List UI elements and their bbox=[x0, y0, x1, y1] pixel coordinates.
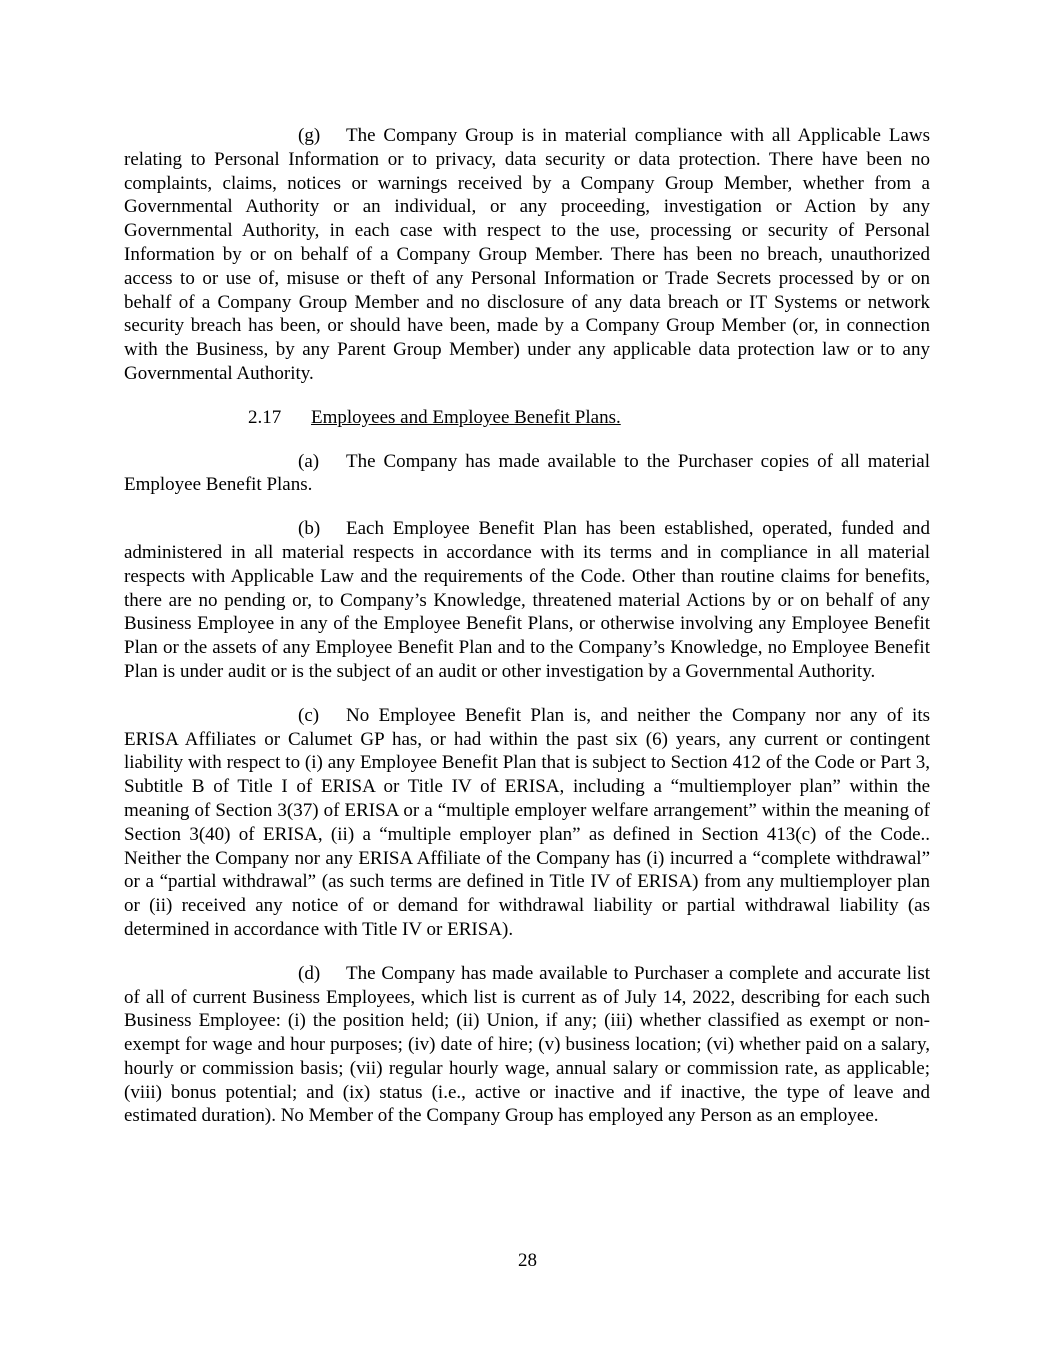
paragraph-d-label: (d) bbox=[298, 962, 321, 984]
paragraph-a bbox=[124, 450, 930, 498]
paragraph-a-label: (a) bbox=[298, 450, 320, 472]
paragraph-b-text: Each Employee Benefit Plan has been established, operated, funded and administered in all material respects in accordance with its terms and in compliance in all material respects with Applicable Law and the requirements of the Code. Other than routine claims for benefits, there are no pending or, to Company’s Knowledge, threatened material Actions by or on behalf of any Business Employee in any of the Employee Benefit Plans, or otherwise involving any Employee Benefit Plan or the assets of any Employee Benefit Plan and to the Company’s Knowledge, no Employee Benefit Plan is under audit or is the subject of an audit or other investigation by a Governmental Authority. bbox=[124, 518, 930, 682]
page-number: 28 bbox=[518, 1250, 537, 1271]
paragraph-d-text: The Company has made available to Purchaser a complete and accurate list of all of current Business Employees, which list is current as of July 14, 2022, describing for each such Business Employee: (i) the position held; (ii) Union, if any; (iii) whether classified as exempt or non-exempt for wage and hour purposes; (iv) date of hire; (v) business location; (vi) whether paid on a salary, hourly or commission basis; (vii) regular hourly wage, annual salary or commission rate, as applicable; (viii) bonus potential; and (ix) status (i.e., active or inactive and if inactive, the type of leave and estimated duration). No Member of the Company Group has employed any Person as an employee. bbox=[124, 962, 930, 1127]
document-page bbox=[124, 124, 930, 1148]
paragraph-c-text: No Employee Benefit Plan is, and neither the Company nor any of its ERISA Affiliates or Calumet GP has, or had within the past six (6) years, any current or contingent liability with respect to (i) any Employee Benefit Plan that is subject to Section 412 of the Code or Part 3, Subtitle B of Title I of ERISA or Title IV of ERISA, including a “multiemployer plan” within the meaning of Section 3(37) of ERISA or a “multiple employer welfare arrangement” within the meaning of Section 3(40) of ERISA, (ii) a “multiple employer plan” as defined in Section 413(c) of the Code.. Neither the Company nor any ERISA Affiliate of the Company has (i) incurred a “complete withdrawal” or a “partial withdrawal” (as such terms are defined in Title IV of ERISA) from any multiemployer plan or (ii) received any notice of or demand for withdrawal liability or partial withdrawal liability (as determined in accordance with Title IV or ERISA). bbox=[124, 704, 930, 940]
paragraph-c bbox=[124, 704, 930, 942]
section-title: Employees and Employee Benefit Plans. bbox=[311, 406, 621, 428]
paragraph-g-label: (g) bbox=[298, 125, 321, 146]
paragraph-b bbox=[124, 517, 930, 684]
section-number: 2.17 bbox=[248, 406, 282, 428]
paragraph-g bbox=[124, 124, 930, 386]
paragraph-g-text: The Company Group is in material compliance with all Applicable Laws relating to Personal Information or to privacy, data security or data protection. There have been no complaints, claims, notices or warnings received by a Company Group Member, whether from a Governmental Authority or an individual, or any proceeding, investigation or Action by any Governmental Authority, in each case with respect to the use, processing or security of Personal Information by or on behalf of a Company Group Member. There has been no breach, unauthorized access to or use of, misuse or theft of any Personal Information or Trade Secrets processed by or on behalf of a Company Group Member and no disclosure of any data breach or IT Systems or network security breach has been, or should have been, made by a Company Group Member (or, in connection with the Business, by any Parent Group Member) under any applicable data protection law or to any Governmental Authority. bbox=[124, 125, 930, 384]
paragraph-a-text: The Company has made available to the Purchaser copies of all material Employee Benefit Plans. bbox=[124, 450, 930, 496]
paragraph-d bbox=[124, 962, 930, 1129]
paragraph-c-label: (c) bbox=[298, 704, 320, 726]
section-heading-2-17 bbox=[124, 406, 930, 430]
paragraph-b-label: (b) bbox=[298, 518, 321, 540]
